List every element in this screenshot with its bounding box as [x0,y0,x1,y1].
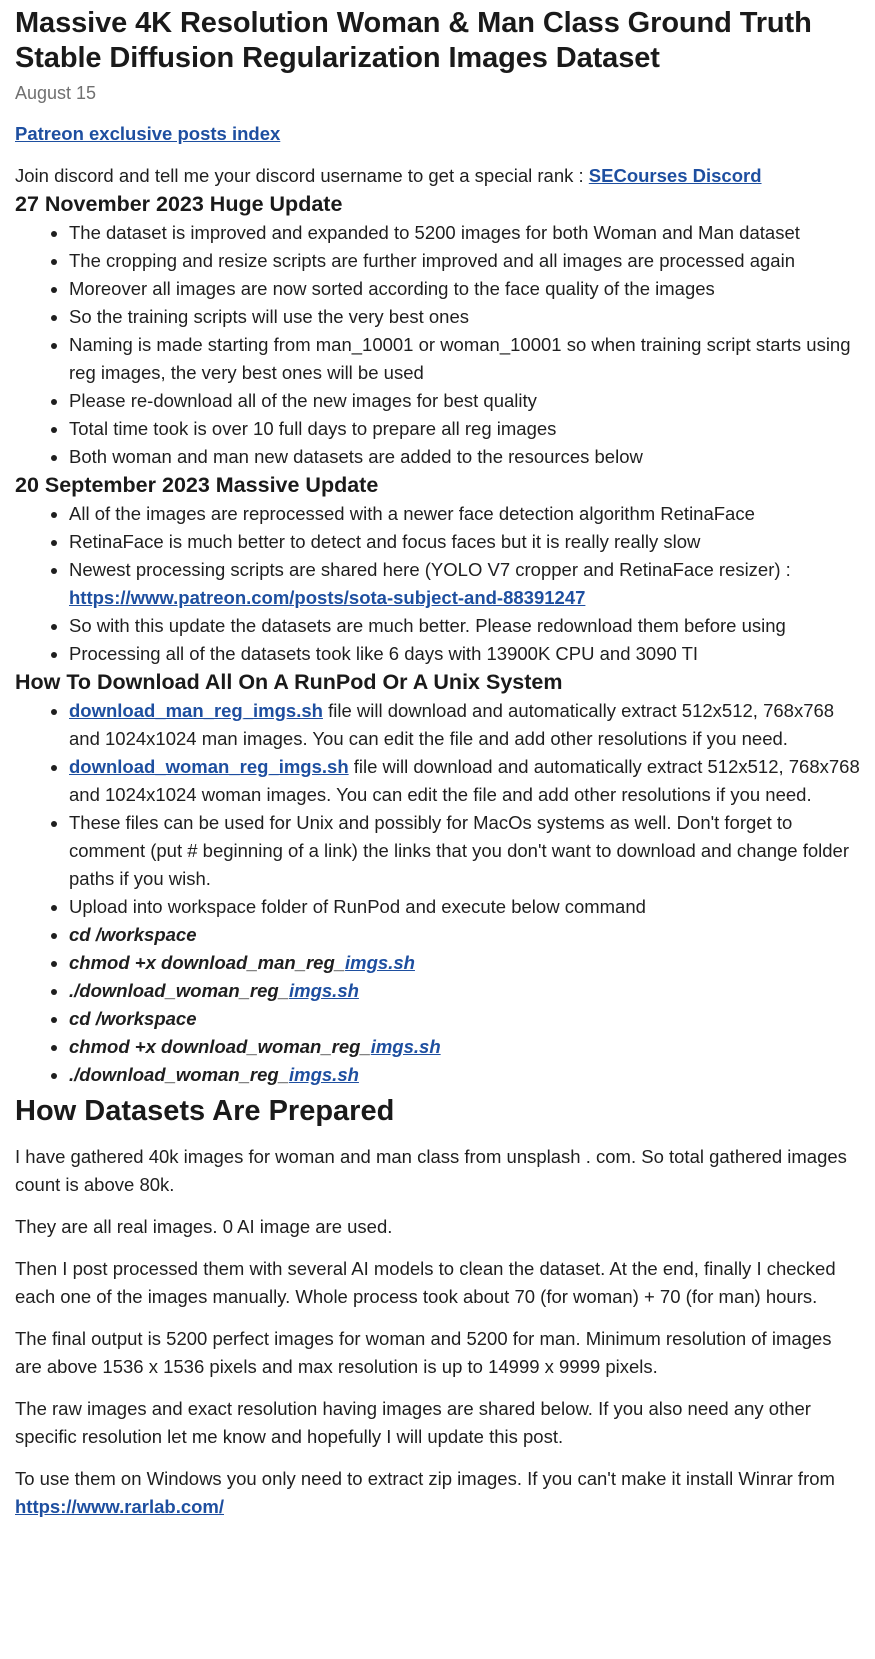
list-item: • RetinaFace is much better to detect and focus faces but it is really really slow [69,528,860,556]
command-link[interactable]: imgs.sh [289,1064,359,1085]
list-item: • Please re-download all of the new images for best quality [69,387,860,415]
download-woman-text: file will download and automatically extract 512x512, 768x768 and 1024x1024 woman images. You can edit the file and add other resolutions if you need. [69,756,860,805]
body-paragraph: Then I post processed them with several AI models to clean the dataset. At the end, finally I checked each one of the images manually. Whole process took about 70 (for woman) + 70 (for man) hours. [15,1258,836,1307]
command-item [69,949,860,977]
list-item: • Moreover all images are now sorted according to the face quality of the images [69,275,860,303]
command-item [69,1033,860,1061]
sep-update-list [15,500,860,668]
command-item [69,977,860,1005]
list-item: • These files can be used for Unix and possibly for MacOs systems as well. Don't forget to comment (put # beginning of a link) the links that you don't want to download and change folder paths if you wish. [69,809,860,893]
discord-link[interactable]: SECourses Discord [588,165,762,186]
post-title: Massive 4K Resolution Woman & Man Class Ground Truth Stable Diffusion Regularization Images Dataset [15,7,812,74]
discord-text: Join discord and tell me your discord username to get a special rank : [15,165,589,186]
heading-download: How To Download All On A RunPod Or A Unix System [15,670,563,694]
download-man-link[interactable]: download_man_reg_imgs.sh [69,700,323,721]
list-item: • The dataset is improved and expanded to 5200 images for both Woman and Man dataset [69,219,860,247]
discord-paragraph [15,162,860,190]
command-link[interactable]: imgs.sh [370,1036,441,1057]
list-item [69,753,860,809]
download-list [15,697,860,1089]
list-item [69,697,860,753]
patreon-index-link[interactable]: Patreon exclusive posts index [15,123,281,144]
command-item [69,1061,860,1089]
body-paragraph: They are all real images. 0 AI image are used. [15,1216,393,1237]
body-paragraph: I have gathered 40k images for woman and man class from unsplash . com. So total gathered images count is above 80k. [15,1146,847,1195]
post-date: August 15 [15,83,97,103]
list-item: • Both woman and man new datasets are added to the resources below [69,443,860,471]
body-paragraph [15,1465,860,1521]
command-link[interactable]: imgs.sh [289,980,359,1001]
heading-sep-update: 20 September 2023 Massive Update [15,473,379,497]
list-item: • Upload into workspace folder of RunPod and execute below command [69,893,860,921]
list-item: • The cropping and resize scripts are further improved and all images are processed again [69,247,860,275]
download-man-text: file will download and automatically extract 512x512, 768x768 and 1024x1024 man images. You can edit the file and add other resolutions if you need. [69,700,835,749]
command-item: • cd /workspace [69,921,860,949]
command-text: chmod +x download_man_reg_ [69,952,346,973]
body-paragraph: The raw images and exact resolution having images are shared below. If you also need any other specific resolution let me know and hopefully I will update this post. [15,1398,811,1447]
command-link[interactable]: imgs.sh [345,952,415,973]
scripts-link[interactable]: https://www.patreon.com/posts/sota-subject-and-88391247 [69,587,586,608]
scripts-text: Newest processing scripts are shared here (YOLO V7 cropper and RetinaFace resizer) : [69,559,791,580]
download-woman-link[interactable]: download_woman_reg_imgs.sh [69,756,349,777]
list-item: • Total time took is over 10 full days to prepare all reg images [69,415,860,443]
heading-nov-update: 27 November 2023 Huge Update [15,192,343,216]
command-text: ./download_woman_reg_ [69,1064,289,1085]
command-text: chmod +x download_woman_reg_ [69,1036,371,1057]
list-item: • So the training scripts will use the very best ones [69,303,860,331]
list-item: • Naming is made starting from man_10001 or woman_10001 so when training script starts using reg images, the very best ones will be used [69,331,860,387]
command-text: ./download_woman_reg_ [69,980,289,1001]
list-item: • All of the images are reprocessed with a newer face detection algorithm RetinaFace [69,500,860,528]
index-paragraph [15,120,860,148]
heading-prepared: How Datasets Are Prepared [15,1095,395,1127]
winrar-link[interactable]: https://www.rarlab.com/ [15,1496,225,1517]
list-item: • So with this update the datasets are much better. Please redownload them before using [69,612,860,640]
body-paragraph: The final output is 5200 perfect images for woman and 5200 for man. Minimum resolution of images are above 1536 x 1536 pixels and max resolution is up to 14999 x 9999 pixels. [15,1328,832,1377]
winrar-text: To use them on Windows you only need to extract zip images. If you can't make it install Winrar from [15,1468,835,1489]
nov-update-list [15,219,860,471]
list-item [69,556,860,612]
list-item: • Processing all of the datasets took like 6 days with 13900K CPU and 3090 TI [69,640,860,668]
command-item: • cd /workspace [69,1005,860,1033]
